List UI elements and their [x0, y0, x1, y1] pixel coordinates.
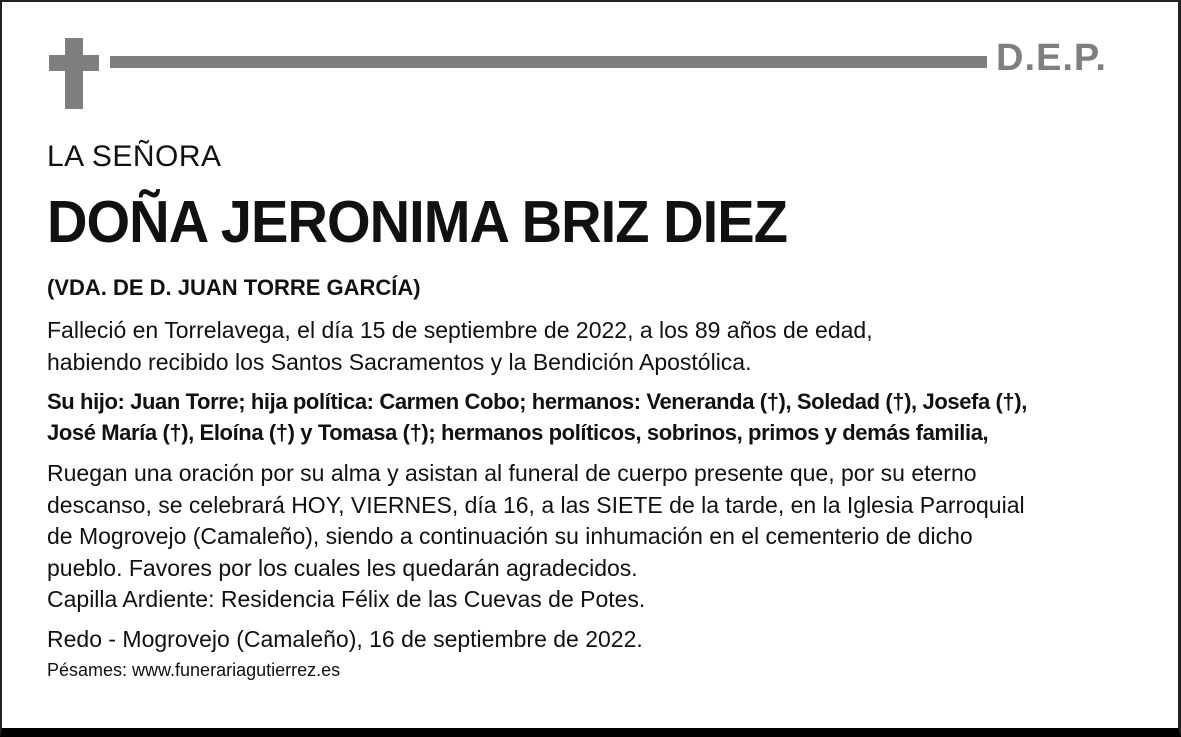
family-line: Su hijo: Juan Torre; hija política: Carmen Cobo; hermanos: Veneranda (†), Soledad (†), Josefa (†),	[47, 389, 1027, 414]
honorific: LA SEÑORA	[47, 140, 222, 173]
place-date: Redo - Mogrovejo (Camaleño), 16 de septiembre de 2022.	[47, 626, 643, 652]
condolences-link[interactable]: Pésames: www.funerariagutierrez.es	[47, 660, 341, 680]
request-line: de Mogrovejo (Camaleño), siendo a continuación su inhumación en el cementerio de dicho	[47, 523, 973, 549]
request-line: pueblo. Favores por los cuales les quedarán agradecidos.	[47, 554, 638, 581]
header-rule	[110, 56, 987, 68]
dep-label: D.E.P.	[996, 37, 1107, 79]
deceased-name: DOÑA JERONIMA BRIZ DIEZ	[47, 189, 788, 255]
request-line: descanso, se celebrará HOY, VIERNES, día 16, a las SIETE de la tarde, en la Iglesia Parroquial	[47, 491, 1025, 518]
family-line: José María (†), Eloína (†) y Tomasa (†); hermanos políticos, sobrinos, primos y demás familia,	[47, 420, 989, 445]
family-list	[47, 386, 1027, 448]
cross-icon	[49, 38, 99, 109]
death-info-line: habiendo recibido los Santos Sacramentos y la Bendición Apostólica.	[47, 348, 752, 375]
death-info-line: Falleció en Torrelavega, el día 15 de septiembre de 2022, a los 89 años de edad,	[47, 317, 873, 343]
funeral-request	[47, 458, 1025, 616]
request-line: Ruegan una oración por su alma y asistan al funeral de cuerpo presente que, por su eterno	[47, 460, 977, 486]
request-line: Capilla Ardiente: Residencia Félix de las Cuevas de Potes.	[47, 586, 646, 612]
death-info	[47, 315, 873, 378]
widow-of: (VDA. DE D. JUAN TORRE GARCÍA)	[47, 275, 421, 300]
